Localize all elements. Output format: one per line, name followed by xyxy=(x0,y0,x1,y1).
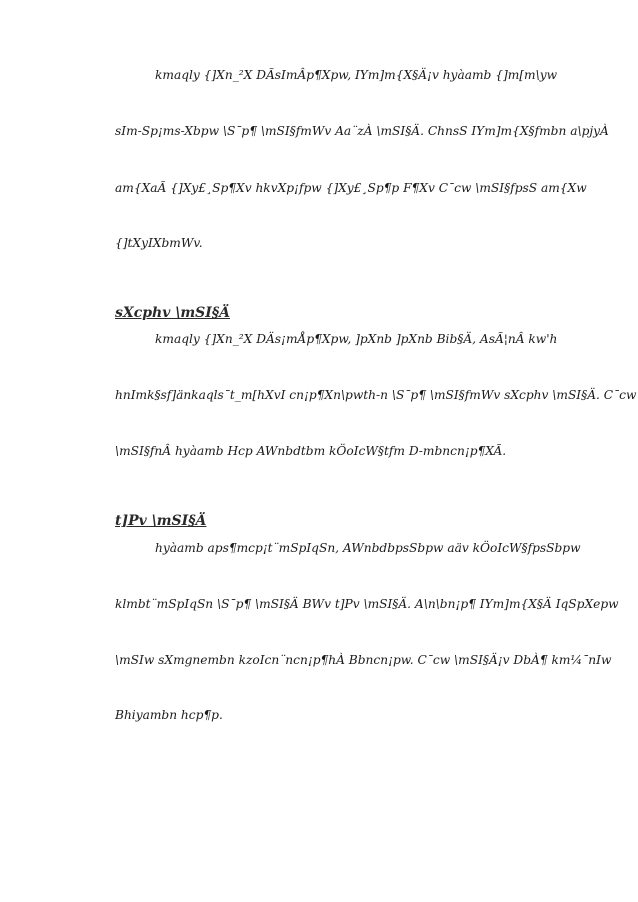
paragraph-line: klmbt¨mSpIqSn \S¯p¶ \mSI§Ä BWv t]Pv \mSI§Ä. A\n\bn¡p¶ IYm]m{X§Ä IqSpXepw xyxy=(115,597,619,611)
section-heading: sXcphv \mSI§Ä xyxy=(115,305,231,321)
paragraph-line: kmaqly {]Xn_²X DÃsImÂp¶Xpw, IYm]m{X§Ä¡v hyàamb {]m[m\yw xyxy=(155,68,558,82)
section-heading: t]Pv \mSI§Ä xyxy=(115,513,207,529)
paragraph-line: hnImk§sf]änkaqls¯t_m[hXvI cn¡p¶Xn\pwth-n \S¯p¶ \mSI§fmWv sXcphv \mSI§Ä. C¯cw xyxy=(115,388,637,402)
paragraph-line: sIm-Sp¡ms-Xbpw \S¯p¶ \mSI§fmWv Aa¨zÀ \mSI§Ä. ChnsS IYm]m{X§fmbn a\pjyÀ xyxy=(115,124,609,138)
paragraph-line: hyàamb aps¶mcp¡t¨mSpIqSn, AWnbdbpsSbpw aäv kÖoIcW§fpsSbpw xyxy=(155,541,581,555)
paragraph-line: \mSIw sXmgnembn kzoIcn¨ncn¡p¶hÀ Bbncn¡pw. C¯cw \mSI§Ä¡v DbÀ¶ km¼¯nIw xyxy=(115,653,612,667)
paragraph-line: Bhiyambn hcp¶p. xyxy=(115,708,223,722)
paragraph-line: am{XaÃ {]Xy£¸Sp¶Xv hkvXp¡fpw {]Xy£¸Sp¶p F¶Xv C¯cw \mSI§fpsS am{Xw xyxy=(115,181,587,195)
paragraph-line: {]tXyIXbmWv. xyxy=(115,236,203,250)
paragraph-line: \mSI§fnÂ hyàamb Hcp AWnbdtbm kÖoIcW§tfm D-mbncn¡p¶XÃ. xyxy=(115,444,507,458)
paragraph-line: kmaqly {]Xn_²X DÄs¡mÅp¶Xpw, ]pXnb ]pXnb Bib§Ä, AsÃ¦nÂ kw'h xyxy=(155,332,558,346)
